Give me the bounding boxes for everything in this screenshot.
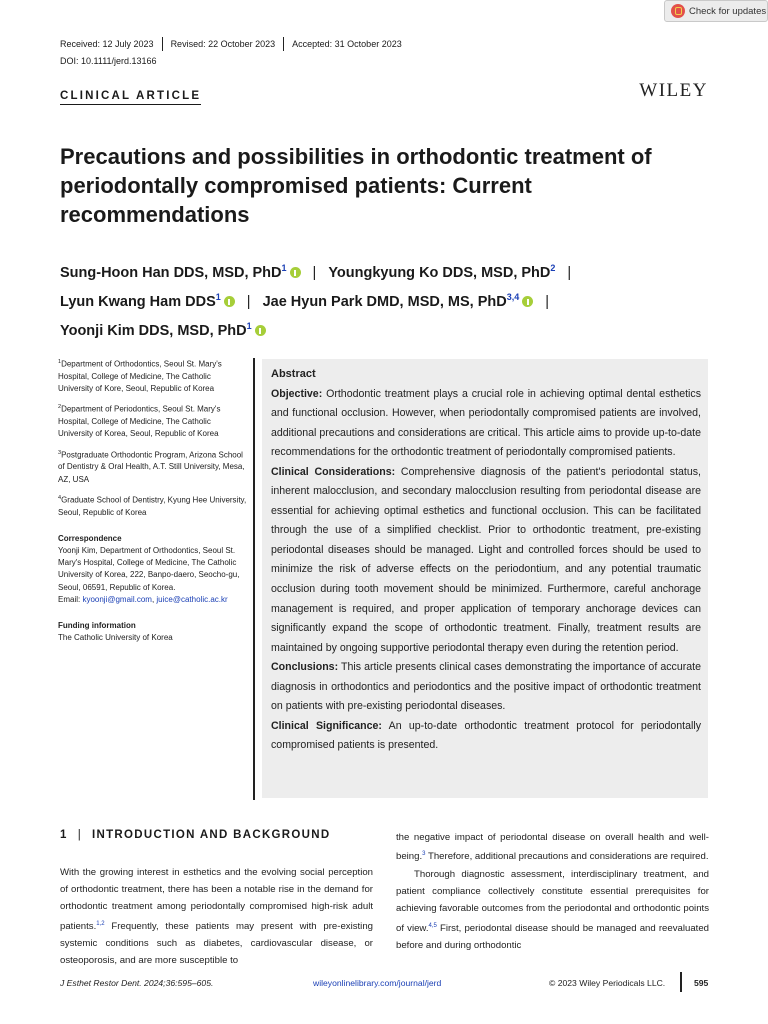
email-link[interactable]: kyoonji@gmail.com — [82, 594, 152, 604]
check-updates-icon — [671, 4, 685, 18]
abstract-conclusions: Conclusions: This article presents clinical cases demonstrating the importance of accurate diagnosis in orthodontics and periodontics and the positive impact of orthodontic treatment on patients with pre-existing periodontal diseases. — [271, 661, 701, 713]
author-name[interactable]: Youngkyung Ko DDS, MSD, PhD — [328, 265, 551, 281]
abstract-significance: Clinical Significance: An up-to-date orthodontic treatment protocol for periodontally compromised patients is presented. — [271, 719, 701, 752]
citation[interactable]: 3 — [422, 851, 426, 858]
citation[interactable]: 4,5 — [428, 922, 437, 929]
funding-text: The Catholic University of Korea — [58, 633, 173, 643]
abstract-heading: Abstract — [271, 368, 316, 380]
footer-divider — [680, 972, 682, 992]
abstract-clinical-considerations: Clinical Considerations: Comprehensive diagnosis of the patient's periodontal status, inherent malocclusion, and secondary malocclusion resulting from periodontal disease are essential for achieving optimal esthetics and functional occlusion. This can be facilitated through the use of a simplified checklist. Prior to orthodontic treatment, pre-existing periodontal diseases should be managed. Light and controlled forces should be used to minimize the risk of adverse effects on the periodontium, and any potential traumatic occlusion during tooth movement should be minimized. Furthermore, careful anchorage management is required, and proper application of temporary anchorage devices can significantly expand the scope of orthodontic treatment. Finally, treatment results are maintained by ongoing supportive periodontal therapy even during the retention period. — [271, 465, 701, 654]
section-title: INTRODUCTION AND BACKGROUND — [92, 829, 331, 841]
author-affiliation: 1 — [281, 263, 287, 273]
body-text-right — [396, 829, 709, 954]
affiliation: $^4$Graduate School of Dentistry, Kyung Hee University, Seoul, Republic of Korea — [58, 494, 247, 517]
paragraph: With the growing interest in esthetics and the evolving social perception of orthodontic treatment, there has been a notable rise in the demand for orthodontic treatment among periodontally compromised high-risk adult patients.$^{1,2}$ Frequently, these patients may present with pre-existing systemic conditions such as diabetes, cardiovascular disease, or osteoporosis, and are more susceptible to — [60, 867, 373, 967]
abstract-box — [262, 359, 708, 798]
article-title: Precautions and possibilities in orthodontic treatment of periodontally compromised patients: Current recommendations — [60, 144, 652, 227]
author-name[interactable]: Sung-Hoon Han DDS, MSD, PhD — [60, 265, 282, 281]
journal-citation: J Esthet Restor Dent. 2024;36:595–605. — [60, 978, 214, 988]
orcid-icon[interactable] — [290, 267, 301, 278]
received-date: Received: 12 July 2023 — [60, 39, 154, 49]
doi: DOI: 10.1111/jerd.13166 — [60, 56, 157, 66]
publisher-logo: WILEY — [639, 80, 708, 101]
author-list: Sung-Hoon Han DDS, MSD, PhD$^1$ | Youngkyung Ko DDS, MSD, PhD$^2$ | Lyun Kwang Ham DDS$^1$ | Jae Hyun Park DMD, MSD, MS, PhD$^{3,4}$ | Yoonji Kim DDS, MSD, PhD$^1$ — [60, 263, 572, 339]
affiliations-column — [58, 356, 248, 650]
page-number: 595 — [694, 978, 709, 988]
author-name[interactable]: Jae Hyun Park DMD, MSD, MS, PhD — [262, 294, 507, 310]
paragraph: the negative impact of periodontal disease on overall health and well-being.$^3$ Therefore, additional precautions and considerations are required. — [396, 832, 709, 863]
citation[interactable]: 1,2 — [96, 920, 105, 927]
accepted-date: Accepted: 31 October 2023 — [292, 39, 402, 49]
author-affiliation: 1 — [215, 292, 221, 302]
author-name[interactable]: Yoonji Kim DDS, MSD, PhD — [60, 323, 247, 339]
author-affiliation: 2 — [550, 263, 556, 273]
paragraph: Thorough diagnostic assessment, interdisciplinary treatment, and patient compliance collectively constitute essential prerequisites for achieving favorable outcomes from the periodontal and orthodontic points of view.$^{4,5}$ First, periodontal disease should be managed and reevaluated before and during orthodontic — [396, 868, 709, 952]
check-updates-label: Check for updates — [689, 5, 767, 17]
copyright: © 2023 Wiley Periodicals LLC. — [549, 978, 666, 988]
author-name[interactable]: Lyun Kwang Ham DDS — [60, 294, 216, 310]
funding-heading: Funding information — [58, 621, 136, 631]
affiliation: $^3$Postgraduate Orthodontic Program, Arizona School of Dentistry & Oral Health, A.T. Still University, Mesa, AZ, USA — [58, 449, 245, 484]
revised-date: Revised: 22 October 2023 — [170, 39, 276, 49]
author-affiliation: 3,4 — [506, 292, 520, 302]
orcid-icon[interactable] — [522, 296, 533, 307]
orcid-icon[interactable] — [224, 296, 235, 307]
affiliation: $^2$Department of Periodontics, Seoul St. Mary's Hospital, College of Medicine, The Catholic University of Korea, Seoul, Republic of Korea — [58, 404, 221, 439]
article-dates — [60, 38, 410, 51]
abstract-objective: Objective: Orthodontic treatment plays a crucial role in achieving optimal dental esthetics and functional occlusion. However, when periodontally compromised patients are involved, additional precautions and considerations are critical. This article aims to provide up-to-date recommendations for the orthodontic treatment of periodontally compromised patients. — [271, 387, 701, 459]
section-number: 1 — [60, 829, 68, 841]
journal-url-link[interactable]: wileyonlinelibrary.com/journal/jerd — [313, 978, 442, 988]
correspondence-text: Yoonji Kim, Department of Orthodontics, Seoul St. Mary's Hospital, College of Medicine, The Catholic University of Korea, 222, Banpo-daero, Seocho-gu, Seoul, 06591, Republic of Korea. Email: kyoonji@gmail.com, juice@catholic.ac.kr — [58, 546, 240, 604]
affiliation: $^1$Department of Orthodontics, Seoul St. Mary's Hospital, College of Medicine, The Catholic University of Kore, Seoul, Republic of Korea — [58, 359, 222, 394]
email-link[interactable]: juice@catholic.ac.kr — [156, 594, 228, 604]
orcid-icon[interactable] — [255, 325, 266, 336]
article-type: CLINICAL ARTICLE — [60, 90, 201, 105]
column-divider — [253, 358, 255, 800]
correspondence-heading: Correspondence — [58, 533, 122, 543]
body-text-left — [60, 864, 373, 969]
section-heading: 1 | INTRODUCTION AND BACKGROUND — [60, 829, 331, 841]
check-for-updates-button[interactable] — [664, 0, 768, 22]
author-affiliation: 1 — [246, 321, 252, 331]
